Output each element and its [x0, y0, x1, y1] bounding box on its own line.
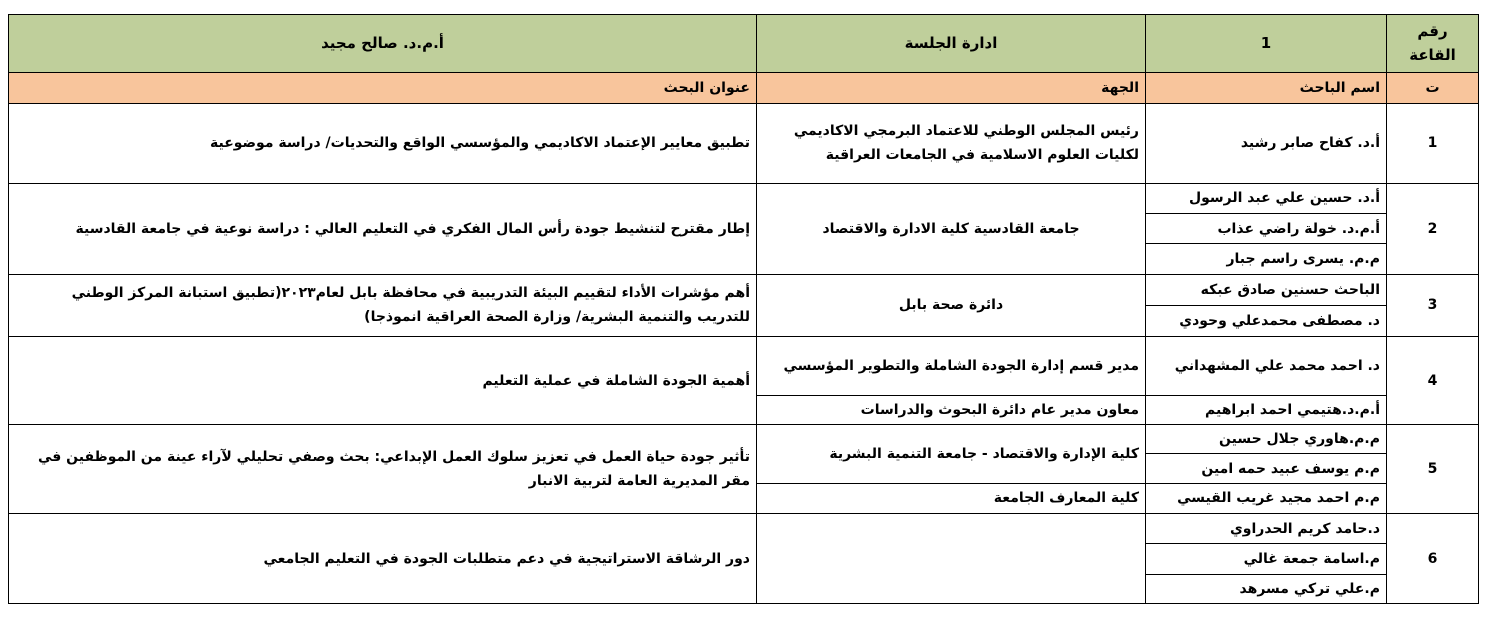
research-title: إطار مقترح لتنشيط جودة رأس المال الفكري في التعليم العالي : دراسة نوعية في جامعة القادسية	[9, 183, 757, 274]
affiliation: مدير قسم إدارة الجودة الشاملة والتطوير المؤسسي	[757, 337, 1146, 396]
affiliation: معاون مدير عام دائرة البحوث والدراسات	[757, 395, 1146, 424]
col-header-researcher: اسم الباحث	[1146, 72, 1387, 103]
researcher-name: م.م يوسف عبيد حمه امين	[1146, 454, 1387, 483]
col-header-title: عنوان البحث	[9, 72, 757, 103]
row-index: 1	[1387, 103, 1479, 183]
hall-number: 1	[1146, 15, 1387, 73]
researcher-name: م.م احمد مجيد غريب القيسي	[1146, 483, 1387, 513]
session-chair: أ.م.د. صالح مجيد	[9, 15, 757, 73]
researcher-name: أ.د. كفاح صابر رشيد	[1146, 103, 1387, 183]
research-title: دور الرشاقة الاستراتيجية في دعم متطلبات الجودة في التعليم الجامعي	[9, 514, 757, 604]
researcher-name: د. احمد محمد علي المشهداني	[1146, 337, 1387, 396]
table-row	[9, 274, 1479, 305]
research-title: تطبيق معايير الإعتماد الاكاديمي والمؤسسي الواقع والتحديات/ دراسة موضوعية	[9, 103, 757, 183]
researcher-name: م.م.هاوري جلال حسين	[1146, 425, 1387, 454]
table-row	[9, 183, 1479, 213]
col-header-affiliation: الجهة	[757, 72, 1146, 103]
table-row	[9, 337, 1479, 396]
affiliation	[757, 514, 1146, 604]
researcher-name: م.علي تركي مسرهد	[1146, 574, 1387, 603]
affiliation: كلية المعارف الجامعة	[757, 483, 1146, 513]
affiliation: كلية الإدارة والاقتصاد - جامعة التنمية البشرية	[757, 425, 1146, 484]
session-schedule-table	[8, 14, 1479, 604]
research-title: تأثير جودة حياة العمل في تعزيز سلوك العمل الإبداعي: بحث وصفي تحليلي لآراء عينة من الموظفين في مقر المديرية العامة لتربية الانبار	[9, 425, 757, 514]
session-management-label: ادارة الجلسة	[757, 15, 1146, 73]
row-index: 5	[1387, 425, 1479, 514]
affiliation: رئيس المجلس الوطني للاعتماد البرمجي الاكاديمي لكليات العلوم الاسلامية في الجامعات العراقية	[757, 103, 1146, 183]
column-header-row	[9, 72, 1479, 103]
table-row	[9, 103, 1479, 183]
researcher-name: أ.د. حسين علي عبد الرسول	[1146, 183, 1387, 213]
table-row	[9, 514, 1479, 544]
table-row	[9, 425, 1479, 454]
researcher-name: أ.م.د. خولة راضي عذاب	[1146, 214, 1387, 244]
affiliation: جامعة القادسية كلية الادارة والاقتصاد	[757, 183, 1146, 274]
researcher-name: الباحث حسنين صادق عبكه	[1146, 274, 1387, 305]
affiliation: دائرة صحة بابل	[757, 274, 1146, 337]
research-title: أهمية الجودة الشاملة في عملية التعليم	[9, 337, 757, 425]
row-index: 4	[1387, 337, 1479, 425]
researcher-name: د.حامد كريم الحدراوي	[1146, 514, 1387, 544]
col-header-index: ت	[1387, 72, 1479, 103]
row-index: 3	[1387, 274, 1479, 337]
researcher-name: أ.م.د.هتيمي احمد ابراهيم	[1146, 395, 1387, 424]
researcher-name: م.اسامة جمعة غالي	[1146, 544, 1387, 574]
researcher-name: د. مصطفى محمدعلي وحودي	[1146, 305, 1387, 336]
row-index: 6	[1387, 514, 1479, 604]
session-header-row	[9, 15, 1479, 73]
hall-label: رقم القاعة	[1387, 15, 1479, 73]
researcher-name: م.م. يسرى راسم جبار	[1146, 244, 1387, 274]
research-title: أهم مؤشرات الأداء لتقييم البيئة التدريبية في محافظة بابل لعام٢٠٢٣(تطبيق استبانة المركز الوطني للتدريب والتنمية البشرية/ وزارة الصحة العراقية انموذجا)	[9, 274, 757, 337]
row-index: 2	[1387, 183, 1479, 274]
